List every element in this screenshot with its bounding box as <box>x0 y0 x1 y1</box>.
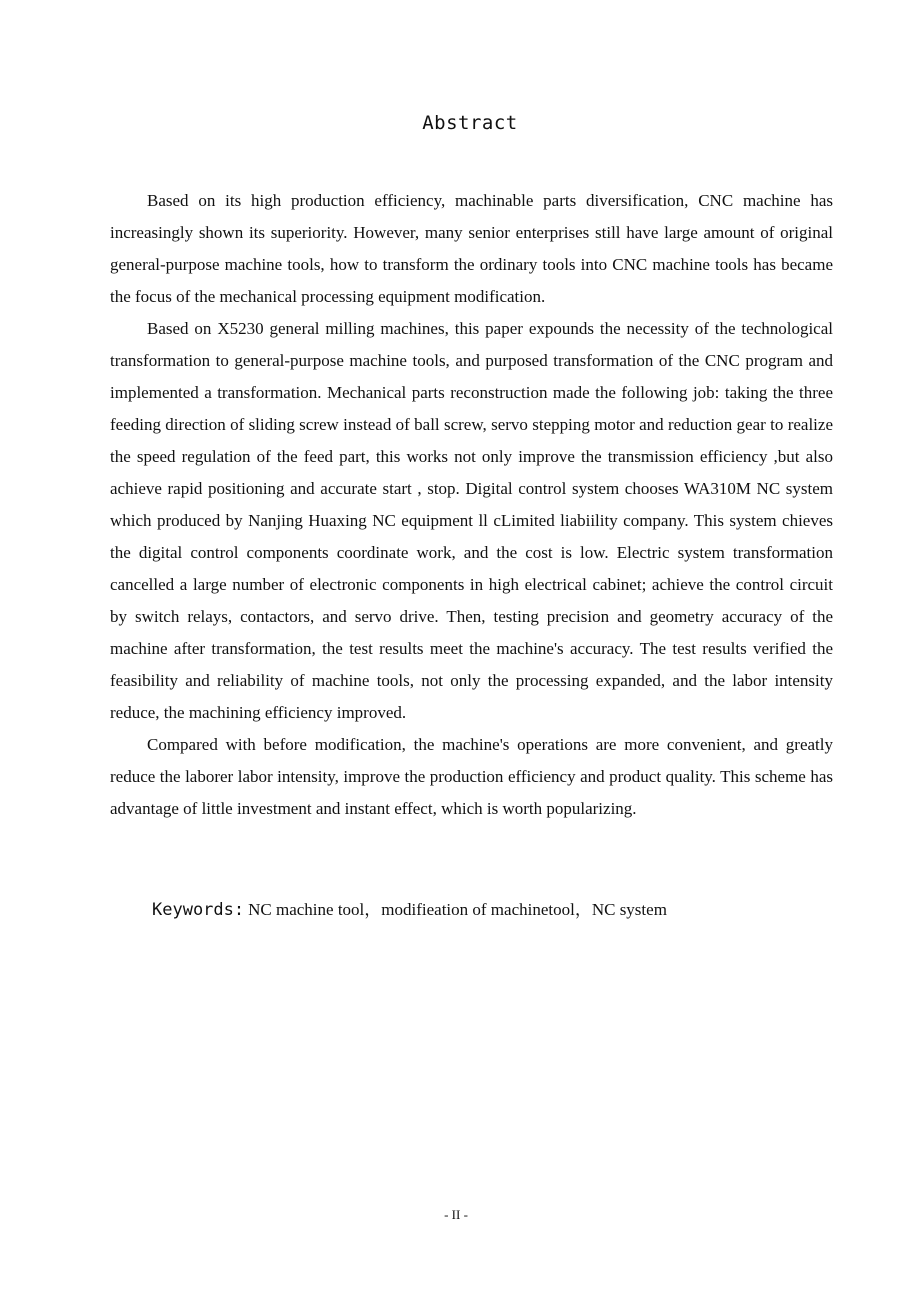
keywords-line <box>152 895 852 920</box>
keywords-value: NC machine tool，modifieation of machinetool，NC system <box>248 900 667 919</box>
abstract-paragraph-2: Based on X5230 general milling machines, this paper expounds the necessity of the technological transformation to general-purpose machine tools, and purposed transformation of the CNC program and implemented a transformation. Mechanical parts reconstruction made the following job: taking the three feeding direction of sliding screw instead of ball screw, servo stepping motor and reduction gear to realize the speed regulation of the feed part, this works not only improve the transmission efficiency ,but also achieve rapid positioning and accurate start , stop. Digital control system chooses WA310M NC system which produced by Nanjing Huaxing NC equipment ll cLimited liabiility company. This system chieves the digital control components coordinate work, and the cost is low. Electric system transformation cancelled a large number of electronic components in high electrical cabinet; achieve the control circuit by switch relays, contactors, and servo drive. Then, testing precision and geometry accuracy of the machine after transformation, the test results meet the machine's accuracy. The test results verified the feasibility and reliability of machine tools, not only the processing expanded, and the labor intensity reduce, the machining efficiency improved. <box>110 319 833 722</box>
abstract-body <box>110 185 833 825</box>
abstract-paragraph-3: Compared with before modification, the machine's operations are more convenient, and greatly reduce the laborer labor intensity, improve the production efficiency and product quality. This scheme has advantage of little investment and instant effect, which is worth popularizing. <box>110 735 833 818</box>
keywords-label: Keywords: <box>152 900 245 920</box>
abstract-title: Abstract <box>422 112 518 134</box>
page-number: - II - <box>444 1207 468 1222</box>
abstract-paragraph-1: Based on its high production efficiency, machinable parts diversification, CNC machine has increasingly shown its superiority. However, many senior enterprises still have large amount of original general-purpose machine tools, how to transform the ordinary tools into CNC machine tools has became the focus of the mechanical processing equipment modification. <box>110 191 833 306</box>
